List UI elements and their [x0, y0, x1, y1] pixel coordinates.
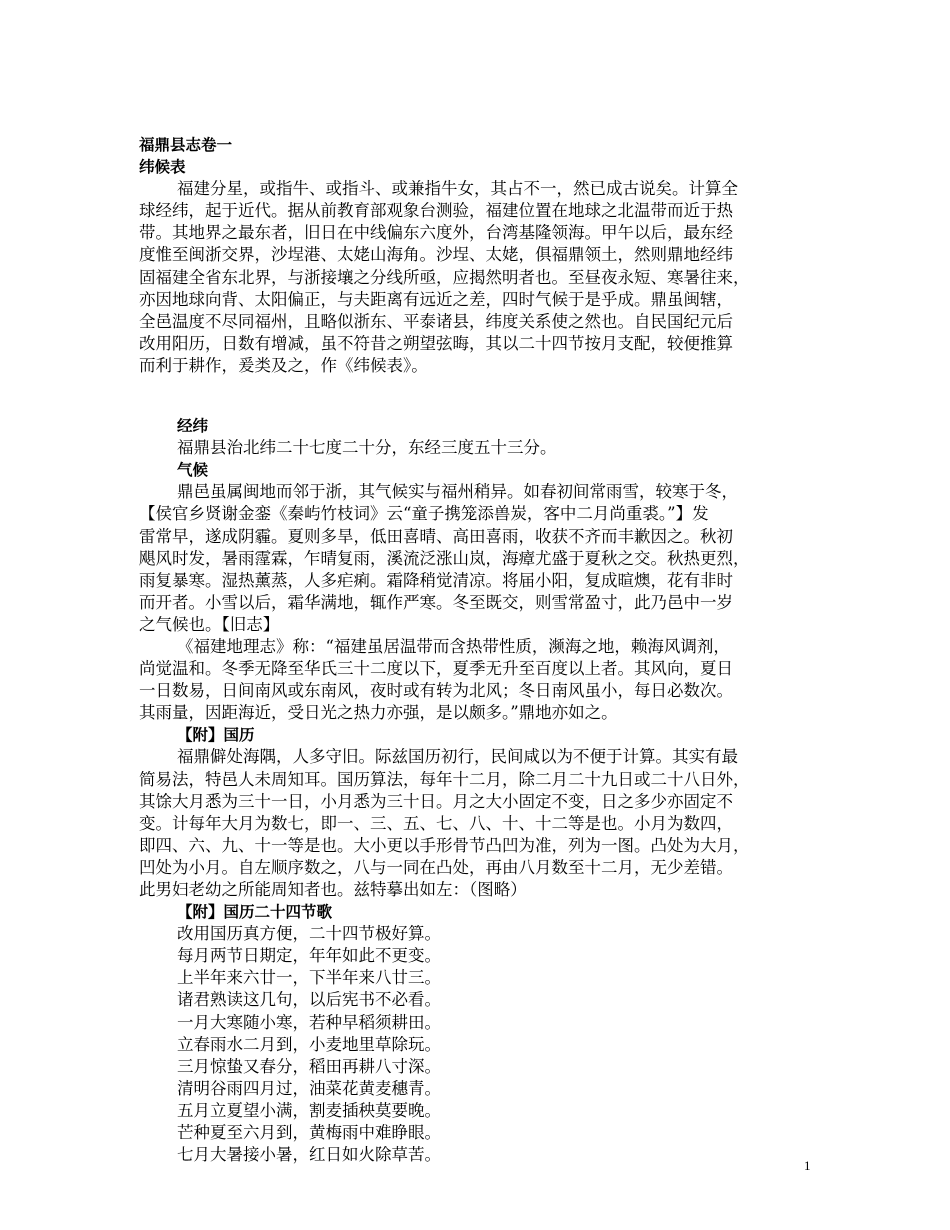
- song-line: 每月两节日期定，年年如此不更变。: [177, 946, 441, 966]
- intro-paragraph: [139, 178, 815, 377]
- song-line: 立春雨水二月到，小麦地里草除玩。: [177, 1034, 441, 1054]
- spacer: [139, 377, 815, 415]
- paragraph-line: 【侯官乡贤谢金銮《秦屿竹枝词》云“童子携笼添兽炭，客中二月尚重裘。”】发: [139, 504, 709, 524]
- song-line: 改用国历真方便，二十四节极好算。: [177, 924, 441, 944]
- paragraph-line: 改用阳历，日数有增减，虽不符昔之朔望弦晦，其以二十四节按月支配，较便推算: [139, 333, 733, 353]
- paragraph-line: 之气候也。【旧志】: [139, 614, 280, 634]
- dili-paragraph: [139, 636, 815, 724]
- paragraph-line: 凹处为小月。自左顺序数之，八与一同在凸处，再由八月数至十二月，无少差错。: [139, 857, 733, 877]
- song-line: 七月大暑接小暑，红日如火除草苦。: [177, 1145, 441, 1165]
- paragraph-line: 福鼎僻处海隅，人多守旧。际兹国历初行，民间咸以为不便于计算。其实有最: [177, 747, 738, 767]
- paragraph-line: 球经纬，起于近代。据从前教育部观象台测验，福建位置在地球之北温带而近于热: [139, 201, 733, 221]
- document-body: [139, 134, 815, 1166]
- paragraph-line: 即四、六、九、十一等是也。大小更以手形骨节凸凹为准，列为一图。凸处为大月，: [139, 835, 750, 855]
- song-line: 一月大寒随小寒，若种早稻须耕田。: [177, 1012, 441, 1032]
- jingwei-heading: 经纬: [177, 417, 209, 436]
- paragraph-line: 其雨量，因距海近，受日光之热力亦强，是以颇多。”鼎地亦如之。: [139, 703, 618, 723]
- page-number: 1: [804, 1158, 811, 1173]
- paragraph-line: 亦因地球向背、太阳偏正，与夫距离有远近之差，四时气候于是乎成。鼎虽闽辖，: [139, 289, 733, 309]
- paragraph-line: 带。其地界之最东者，旧日在中线偏东六度外，台湾基隆领海。甲午以后，最东经: [139, 223, 733, 243]
- qihou-paragraph: [139, 481, 815, 636]
- paragraph-line: 雷常早，遂成阴霾。夏则多旱，低田喜晴、高田喜雨，收获不齐而丰歉因之。秋初: [139, 526, 733, 546]
- paragraph-line: 其馀大月悉为三十一日，小月悉为三十日。月之大小固定不变，日之多少亦固定不: [139, 791, 733, 811]
- song-line: 上半年来六廿一，下半年来八廿三。: [177, 968, 441, 988]
- song-line: 诸君熟读这几句，以后宪书不必看。: [177, 990, 441, 1010]
- paragraph-line: 尚觉温和。冬季无降至华氏三十二度以下，夏季无升至百度以上者。其风向，夏日: [139, 659, 733, 679]
- guoli-paragraph: [139, 746, 815, 901]
- song-lines: [139, 923, 815, 1166]
- paragraph-line: 简易法，特邑人未周知耳。国历算法，每年十二月，除二月二十九日或二十八日外，: [139, 769, 750, 789]
- song-heading: 【附】国历二十四节歌: [177, 903, 333, 922]
- song-line: 芒种夏至六月到，黄梅雨中难睁眼。: [177, 1123, 441, 1143]
- paragraph-line: 变。计每年大月为数七，即一、三、五、七、八、十、十二等是也。小月为数四，: [139, 813, 733, 833]
- paragraph-line: 福建分星，或指牛、或指斗、或兼指牛女，其占不一，然已成古说矣。计算全: [177, 179, 738, 199]
- paragraph-line: 固福建全省东北界，与浙接壤之分线所亟，应揭然明者也。至昼夜永短、寒暑往来，: [139, 267, 750, 287]
- paragraph-line: 全邑温度不尽同福州，且略似浙东、平泰诸县，纬度关系使之然也。自民国纪元后: [139, 311, 733, 331]
- paragraph-line: 而利于耕作，爰类及之，作《纬候表》。: [139, 355, 428, 375]
- jingwei-text: 福鼎县治北纬二十七度二十分，东经三度五十三分。: [177, 438, 557, 458]
- paragraph-line: 鼎邑虽属闽地而邻于浙，其气候实与福州稍异。如春初间常雨雪，较寒于冬，: [177, 482, 738, 502]
- song-line: 清明谷雨四月过，油菜花黄麦穗青。: [177, 1078, 441, 1098]
- section-title: 纬候表: [139, 158, 186, 177]
- paragraph-line: 《福建地理志》称：“福建虽居温带而含热带性质，濒海之地，赖海风调剂，: [177, 636, 730, 656]
- paragraph-line: 度惟至闽浙交界，沙埕港、太姥山海角。沙埕、太姥，俱福鼎领土，然则鼎地经纬: [139, 245, 733, 265]
- guoli-heading: 【附】国历: [177, 726, 255, 745]
- paragraph-line: 雨复暴寒。湿热薰蒸，人多疟痢。霜降稍觉清凉。将届小阳，复成暄燠，花有非时: [139, 570, 733, 590]
- document-title: 福鼎县志卷一: [139, 136, 233, 154]
- paragraph-line: 此男妇老幼之所能周知者也。兹特摹出如左：（图略）: [139, 880, 527, 899]
- song-line: 三月惊蛰又春分，稻田再耕八寸深。: [177, 1056, 441, 1076]
- qihou-heading: 气候: [177, 461, 209, 480]
- paragraph-line: 一日数易，日间南风或东南风，夜时或有转为北风；冬日南风虽小，每日必数次。: [139, 681, 733, 701]
- song-line: 五月立夏望小满，割麦插秧莫要晚。: [177, 1100, 441, 1120]
- paragraph-line: 而开者。小雪以后，霜华满地，辄作严寒。冬至既交，则雪常盈寸，此乃邑中一岁: [139, 592, 733, 612]
- paragraph-line: 飓风时发，暑雨霪霖，乍晴复雨，溪流泛涨山岚，海瘴尤盛于夏秋之交。秋热更烈，: [139, 548, 750, 568]
